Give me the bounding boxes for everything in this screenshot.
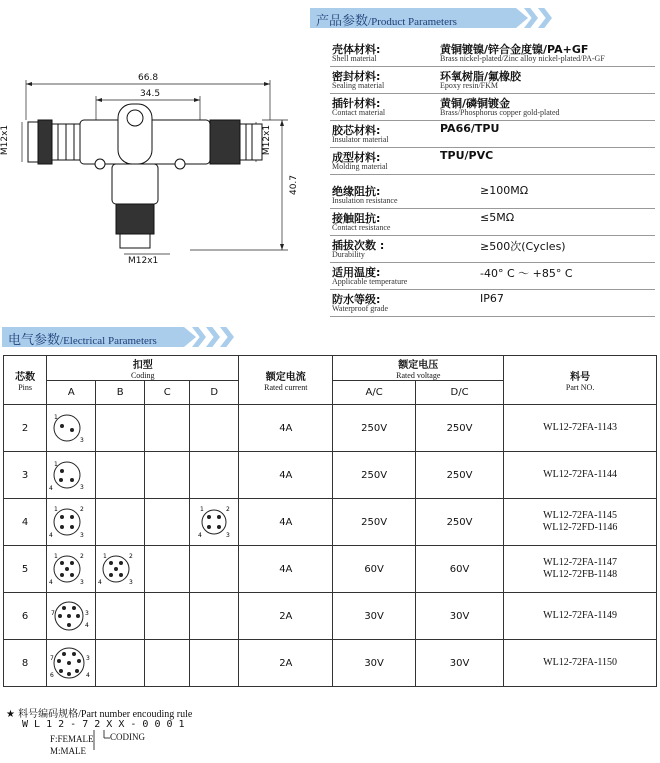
header-voltage: 额定电压 Rated voltage	[333, 356, 504, 381]
gender-female: F:FEMALE	[50, 734, 94, 744]
header-dc: D/C	[415, 381, 503, 405]
param-label-en: Insulator material	[332, 135, 389, 144]
encoding-rule-text: 料号编码规格/Part number encouding rule	[18, 709, 193, 720]
product-params-title-cn: 产品参数	[316, 14, 369, 29]
header-coding-b: B	[96, 381, 145, 405]
coding-d-cell	[190, 546, 239, 593]
coding-d-cell	[190, 640, 239, 687]
param-label: 适用温度:	[332, 266, 381, 279]
dc-cell: 30V	[415, 593, 503, 640]
param-label-en: Insulation resistance	[332, 196, 398, 205]
part-cell: WL12-72FA-1147 WL12-72FB-1148	[504, 546, 657, 593]
table-row	[4, 405, 657, 452]
header-coding: 扣型 Coding	[47, 356, 239, 381]
electrical-params-banner	[2, 327, 252, 347]
header-coding-a: A	[47, 381, 96, 405]
param-label-en: Durability	[332, 250, 365, 259]
coding-d-cell	[190, 405, 239, 452]
svg-text:4: 4	[86, 672, 91, 679]
svg-text:4: 4	[49, 579, 54, 586]
param-row	[330, 121, 655, 148]
param-value: ≥100MΩ	[480, 184, 529, 197]
param-label: 防水等级:	[332, 293, 381, 306]
svg-text:1: 1	[54, 553, 59, 560]
pins-cell: 6	[4, 593, 47, 640]
svg-text:3: 3	[226, 532, 231, 539]
coding-c-cell	[145, 546, 190, 593]
coding-b-cell	[96, 452, 145, 499]
ac-cell: 30V	[333, 593, 416, 640]
elec-param-row	[330, 209, 655, 236]
coding-c-cell	[145, 499, 190, 546]
ac-cell: 250V	[333, 499, 416, 546]
dim-height: 40.7	[289, 174, 300, 196]
param-value: 黄铜镀镍/锌合金度镍/PA+GF	[440, 43, 589, 56]
star-icon: ★	[6, 709, 15, 720]
coding-d-cell	[190, 593, 239, 640]
param-value: IP67	[480, 292, 504, 305]
svg-text:3: 3	[80, 532, 85, 539]
part-cell: WL12-72FA-1143	[504, 405, 657, 452]
svg-text:1: 1	[54, 461, 59, 468]
param-value-en: Brass/Phosphorus copper gold-plated	[440, 108, 560, 117]
param-row	[330, 148, 655, 175]
ac-cell: 30V	[333, 640, 416, 687]
param-label-en: Molding material	[332, 162, 388, 171]
gender-male: M:MALE	[50, 746, 86, 756]
svg-text:3: 3	[80, 484, 85, 491]
table-row	[4, 499, 657, 546]
param-value: ≥500次(Cycles)	[480, 240, 566, 253]
coding-b-cell	[96, 640, 145, 687]
svg-text:2: 2	[80, 506, 85, 513]
svg-text:7: 7	[51, 610, 56, 617]
current-cell: 4A	[239, 452, 333, 499]
part-cell: WL12-72FA-1149	[504, 593, 657, 640]
table-row	[4, 640, 657, 687]
dim-mid: 34.5	[140, 89, 161, 99]
label-bottom-thread: M12x1	[128, 256, 159, 266]
header-current: 额定电流 Rated current	[239, 356, 333, 405]
svg-text:1: 1	[103, 553, 108, 560]
pins-cell: 5	[4, 546, 47, 593]
current-cell: 4A	[239, 405, 333, 452]
electrical-params-title-cn: 电气参数	[8, 333, 61, 348]
param-label: 胶芯材料:	[332, 124, 381, 137]
electrical-params-title-en: /Electrical Parameters	[60, 335, 157, 347]
svg-text:2: 2	[80, 553, 85, 560]
coding-a-diagram	[47, 499, 96, 546]
param-value: 黄铜/磷铜镀金	[440, 97, 511, 110]
svg-text:4: 4	[49, 485, 54, 492]
pins-cell: 8	[4, 640, 47, 687]
coding-a-diagram	[47, 452, 96, 499]
coding-c-cell	[145, 405, 190, 452]
table-row	[4, 546, 657, 593]
pins-cell: 2	[4, 405, 47, 452]
param-label-en: Waterproof grade	[332, 304, 388, 313]
param-value: 环氧树脂/氟橡胶	[440, 70, 522, 83]
table-row	[4, 452, 657, 499]
current-cell: 4A	[239, 546, 333, 593]
param-label: 壳体材料:	[332, 43, 381, 56]
param-value-en: Epoxy resin/FKM	[440, 81, 498, 90]
dim-total: 66.8	[138, 73, 159, 83]
coding-b-cell	[96, 499, 145, 546]
coding-c-cell	[145, 452, 190, 499]
coding-a-diagram	[47, 405, 96, 452]
svg-text:3: 3	[129, 579, 134, 586]
param-label: 接触阻抗:	[332, 212, 381, 225]
current-cell: 2A	[239, 593, 333, 640]
param-row	[330, 67, 655, 94]
ac-cell: 250V	[333, 452, 416, 499]
coding-b-cell	[96, 405, 145, 452]
param-value: -40° C ～ +85° C	[480, 267, 573, 280]
dc-cell: 250V	[415, 499, 503, 546]
svg-text:4: 4	[98, 579, 103, 586]
part-cell: WL12-72FA-1144	[504, 452, 657, 499]
encoding-rule-title	[6, 705, 192, 720]
header-pins: 芯数 Pins	[4, 356, 47, 405]
coding-a-diagram	[47, 640, 96, 687]
param-label-en: Shell material	[332, 54, 377, 63]
ac-cell: 60V	[333, 546, 416, 593]
svg-text:4: 4	[85, 622, 90, 629]
param-label-en: Applicable temperature	[332, 277, 408, 286]
svg-text:4: 4	[198, 532, 203, 539]
current-cell: 2A	[239, 640, 333, 687]
param-value: PA66/TPU	[440, 122, 500, 135]
table-row	[4, 593, 657, 640]
product-params-banner	[310, 8, 570, 28]
svg-text:2: 2	[226, 506, 231, 513]
elec-param-row	[330, 290, 655, 317]
param-label-en: Sealing material	[332, 81, 385, 90]
elec-param-row	[330, 236, 655, 263]
param-label-en: Contact material	[332, 108, 386, 117]
svg-text:3: 3	[80, 579, 85, 586]
coding-b-cell	[96, 593, 145, 640]
part-cell: WL12-72FA-1150	[504, 640, 657, 687]
svg-text:1: 1	[200, 506, 205, 513]
param-label: 插拔次数 :	[332, 239, 385, 252]
product-params-title-en: /Product Parameters	[368, 16, 457, 28]
label-left-thread: M12x1	[0, 124, 11, 156]
coding-label: CODING	[110, 732, 145, 742]
part-cell: WL12-72FA-1145 WL12-72FD-1146	[504, 499, 657, 546]
coding-a-diagram	[47, 546, 96, 593]
svg-text:1: 1	[54, 506, 59, 513]
svg-text:2: 2	[129, 553, 134, 560]
param-row	[330, 94, 655, 121]
header-part: 料号 Part NO.	[504, 356, 657, 405]
param-row	[330, 40, 655, 67]
param-label: 成型材料:	[332, 151, 381, 164]
param-value: TPU/PVC	[440, 149, 494, 162]
dc-cell: 250V	[415, 405, 503, 452]
coding-d-diagram	[190, 499, 239, 546]
svg-text:3: 3	[86, 655, 91, 662]
elec-param-row	[330, 263, 655, 290]
param-value: ≤5MΩ	[480, 211, 515, 224]
ac-cell: 250V	[333, 405, 416, 452]
dc-cell: 250V	[415, 452, 503, 499]
param-label: 插针材料:	[332, 97, 381, 110]
svg-text:6: 6	[50, 672, 55, 679]
header-coding-d: D	[190, 381, 239, 405]
svg-text:3: 3	[85, 610, 90, 617]
svg-text:1: 1	[54, 414, 59, 421]
param-label-en: Contact resistance	[332, 223, 391, 232]
electrical-table	[3, 355, 657, 687]
encoding-code: W L 1 2 - 7 2 X X - 0 0 0 1	[22, 719, 185, 730]
pins-cell: 4	[4, 499, 47, 546]
coding-b-diagram	[96, 546, 145, 593]
param-label: 绝缘阻抗:	[332, 185, 381, 198]
encoding-bracket-lines	[0, 730, 200, 760]
elec-param-row	[330, 182, 655, 209]
dc-cell: 30V	[415, 640, 503, 687]
param-value-en: Brass nickel-plated/Zinc alloy nickel-plated/PA-GF	[440, 54, 605, 63]
coding-c-cell	[145, 640, 190, 687]
svg-text:4: 4	[49, 532, 54, 539]
coding-c-cell	[145, 593, 190, 640]
header-coding-c: C	[145, 381, 190, 405]
current-cell: 4A	[239, 499, 333, 546]
svg-text:3: 3	[80, 437, 85, 444]
pins-cell: 3	[4, 452, 47, 499]
coding-a-diagram	[47, 593, 96, 640]
header-ac: A/C	[333, 381, 416, 405]
dc-cell: 60V	[415, 546, 503, 593]
svg-text:7: 7	[50, 655, 55, 662]
param-label: 密封材料:	[332, 70, 381, 83]
coding-d-cell	[190, 452, 239, 499]
label-right-thread: M12x1	[262, 124, 273, 156]
